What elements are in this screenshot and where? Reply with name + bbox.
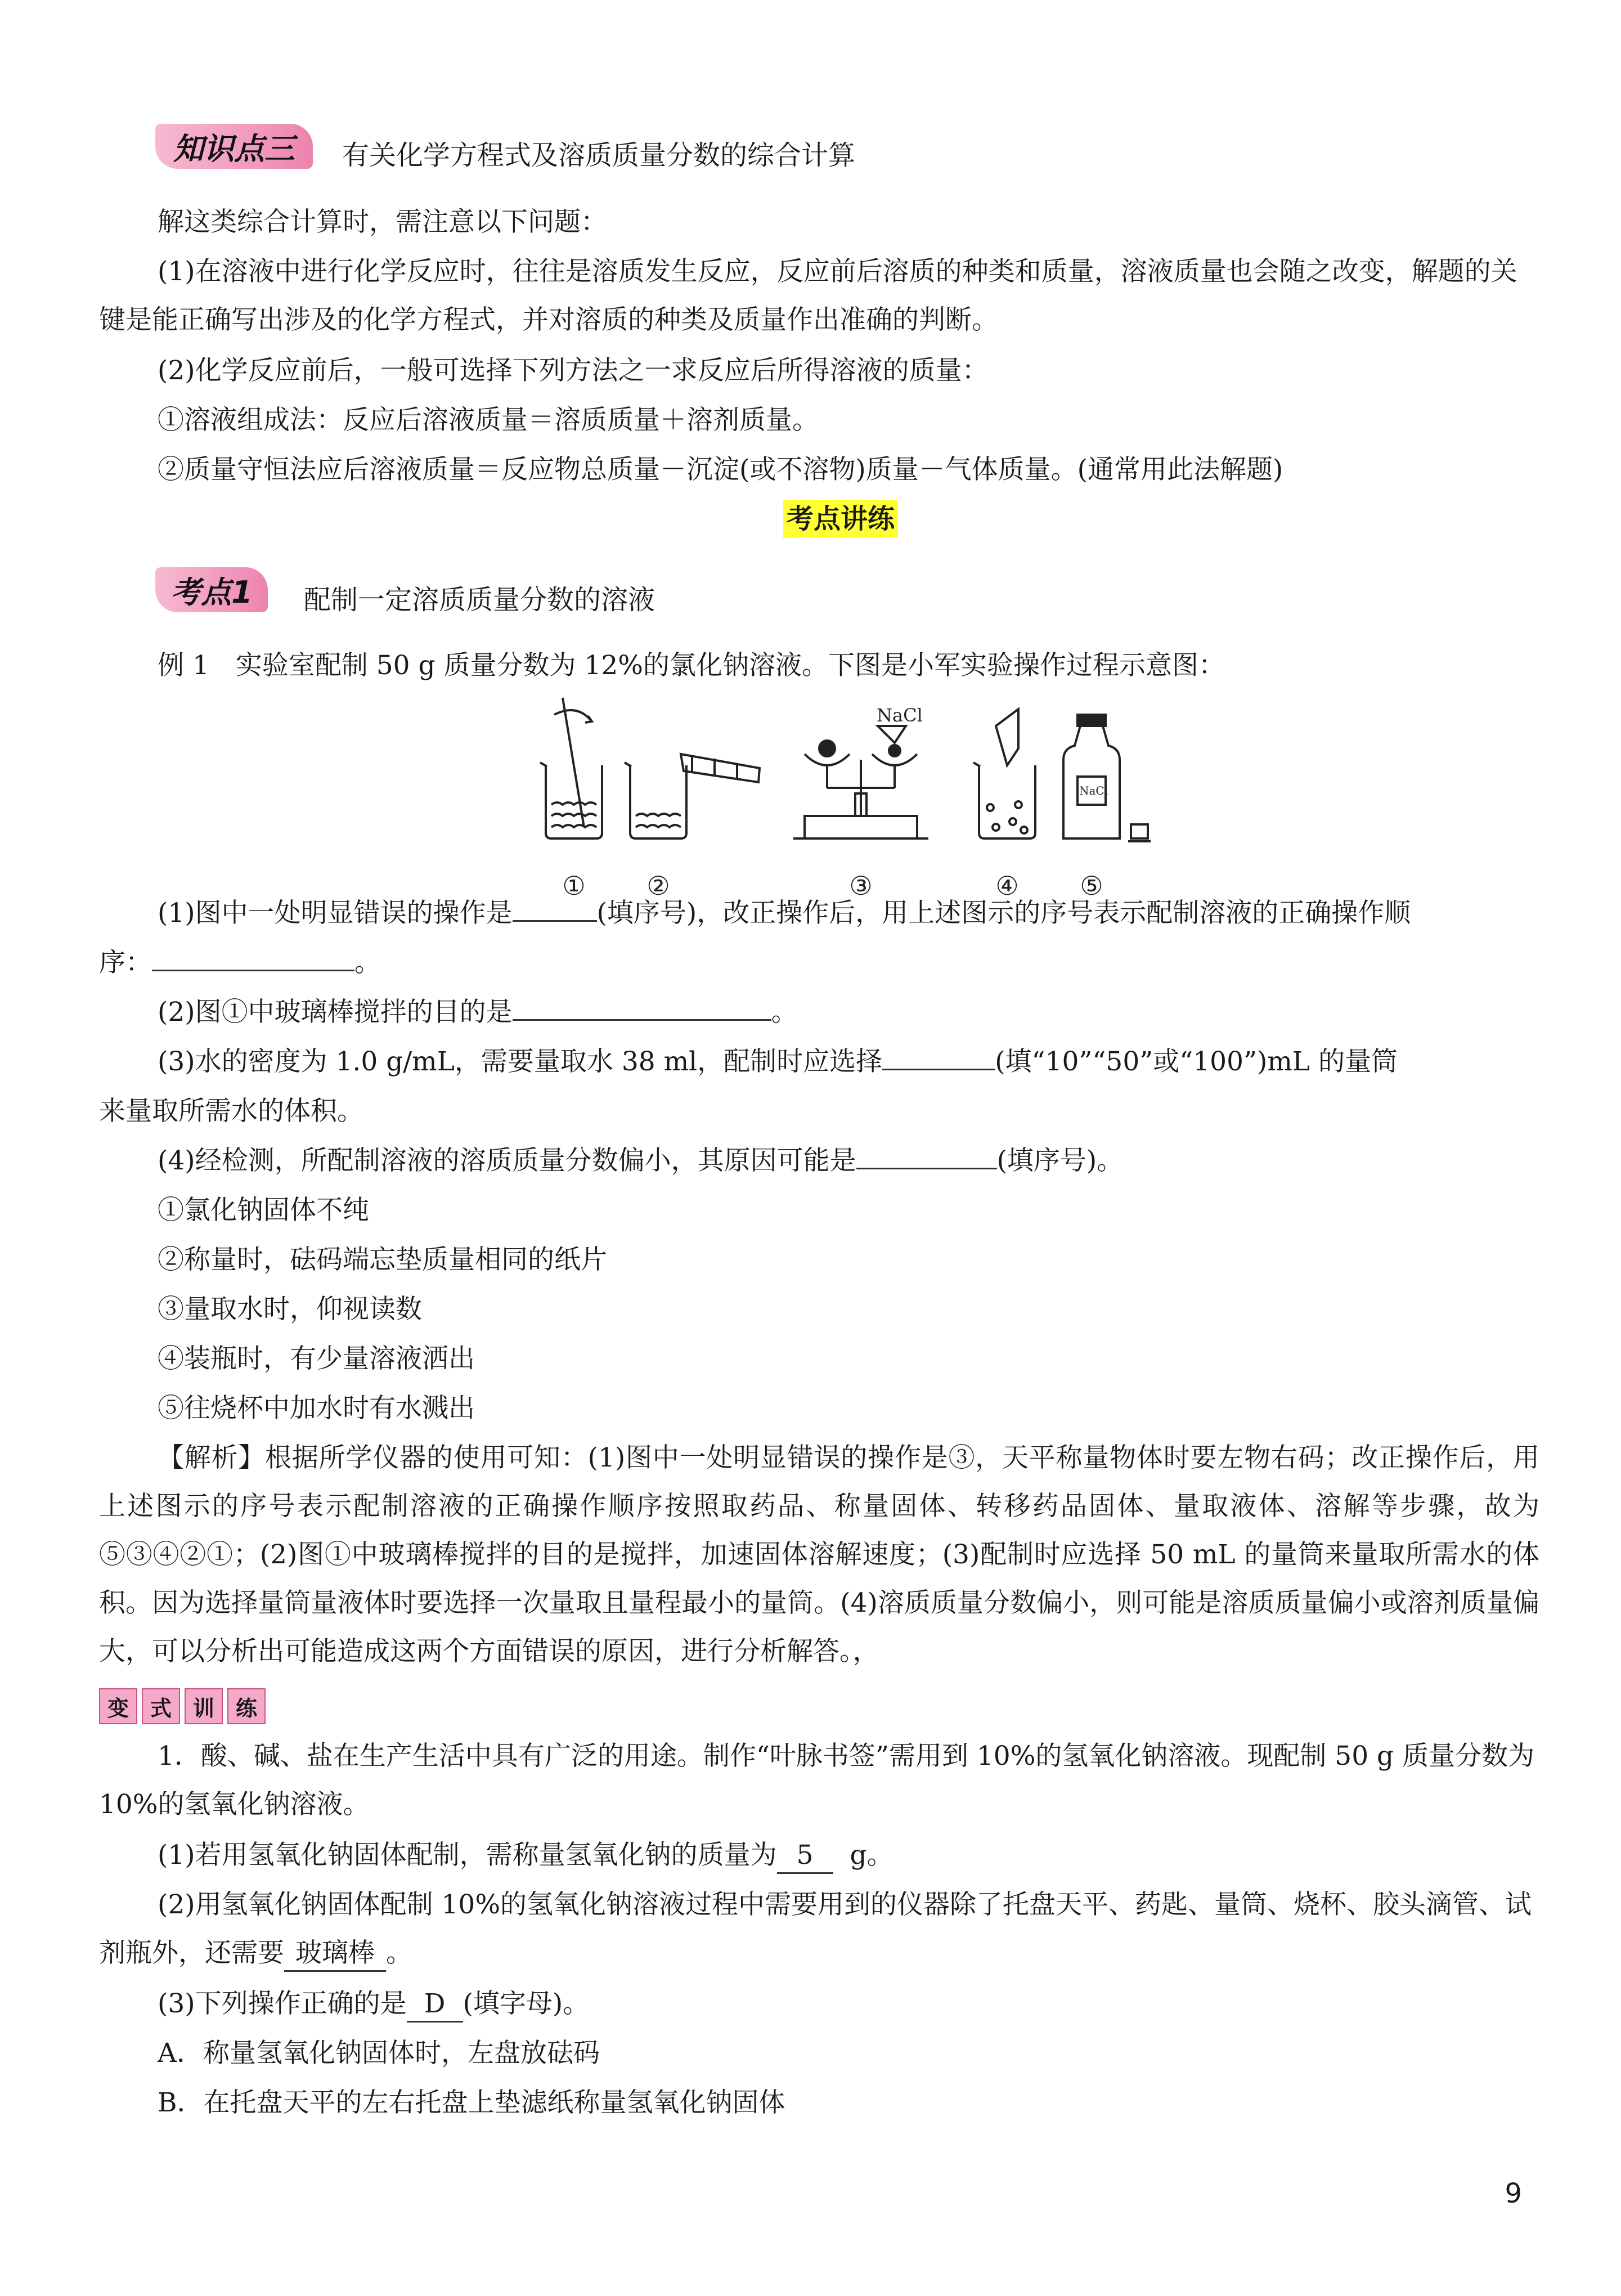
paragraph: (2)化学反应前后，一般可选择下列方法之一求反应后所得溶液的质量： — [158, 355, 989, 386]
variant-char: 式 — [142, 1688, 180, 1724]
answer-blank[interactable] — [882, 1039, 995, 1070]
balance-icon — [793, 726, 928, 838]
pouring-icon — [625, 754, 760, 838]
answer-blank[interactable] — [513, 990, 771, 1021]
paragraph: 解这类综合计算时，需注意以下问题： — [158, 207, 607, 237]
variant-option-a: A．称量氢氧化钠固体时，左盘放砝码 — [158, 2038, 600, 2069]
option-5: ⑤往烧杯中加水时有水溅出 — [158, 1393, 475, 1424]
kaodian-tag: 考点1 — [155, 567, 268, 612]
option-1: ①氯化钠固体不纯 — [158, 1195, 369, 1226]
example-intro: 例 1 实验室配制 50 g 质量分数为 12%的氯化钠溶液。下图是小军实验操作过程示意图： — [158, 650, 1225, 681]
answer-blank[interactable] — [152, 940, 354, 971]
kaodian-title: 配制一定溶质质量分数的溶液 — [304, 584, 655, 616]
paragraph: ①溶液组成法：反应后溶液质量＝溶质质量＋溶剂质量。 — [158, 405, 819, 436]
nacl-label: NaCl — [877, 705, 923, 726]
variant-sub-3: (3)下列操作正确的是 D (填字母)。 — [158, 1980, 589, 2028]
variant-question: 1．酸、碱、盐在生产生活中具有广泛的用途。制作“叶脉书签”需用到 10%的氢氧化钠溶液。现配制 50 g 质量分数为 10%的氢氧化钠溶液。 — [99, 1741, 1535, 1820]
option-4: ④装瓶时，有少量溶液洒出 — [158, 1343, 475, 1374]
paragraph: (1)在溶液中进行化学反应时，往往是溶质发生反应，反应前后溶质的种类和质量，溶液质量也会随之改变，解题的关键是能正确写出涉及的化学方程式，并对溶质的种类及质量作出准确的判断。 — [99, 256, 1517, 335]
variant-option-b: B．在托盘天平的左右托盘上垫滤纸称量氢氧化钠固体 — [158, 2087, 785, 2118]
question-1-cont: 序： 。 — [99, 939, 381, 987]
analysis: 【解析】根据所学仪器的使用可知：(1)图中一处明显错误的操作是③，天平称量物体时要左物右码；改正操作后，用上述图示的序号表示配制溶液的正确操作顺序按照取药品、称量固体、转移药品固体、量取液体、溶解等步骤，故为⑤③④②①；(2)图①中玻璃棒搅拌的目的是搅拌，加速固体溶解速度；(3)配制时应选择 50 mL 的量筒来量取所需水的体积。因为选择量筒量液体时要选择一次量取且量程最小的量筒。(4)溶质质量分数偏小，则可能是溶质质量偏小或溶剂质量偏大，可以分析出可能造成这两个方面错误的原因，进行分析解答。， — [99, 1442, 1539, 1667]
figure-label-5: ⑤ — [1080, 871, 1103, 901]
question-2: (2)图①中玻璃棒搅拌的目的是 。 — [158, 988, 798, 1037]
answer-blank[interactable] — [513, 891, 597, 922]
section-tag: 知识点三 — [155, 124, 313, 169]
variant-char: 训 — [185, 1688, 223, 1724]
answer-filled: 玻璃棒 — [284, 1936, 386, 1972]
figure-label-3: ③ — [849, 871, 873, 901]
question-3-cont: 来量取所需水的体积。 — [99, 1096, 363, 1127]
variant-sub-2: (2)用氢氧化钠固体配制 10%的氢氧化钠溶液过程中需要用到的仪器除了托盘天平、药匙、量筒、烧杯、胶头滴管、试剂瓶外，还需要 玻璃棒 。 — [99, 1881, 1539, 1977]
reagent-bottle-icon — [1063, 715, 1151, 841]
figure-label-2: ② — [646, 871, 670, 901]
figure-label-4: ④ — [995, 871, 1019, 901]
question-4: (4)经检测，所配制溶液的溶质质量分数偏小，其原因可能是 (填序号)。 — [158, 1137, 1123, 1185]
bottle-label: NaCl — [1079, 784, 1108, 797]
practice-heading: 考点讲练 — [783, 500, 898, 538]
section-title: 有关化学方程式及溶质质量分数的综合计算 — [342, 140, 856, 171]
answer-blank[interactable] — [856, 1138, 997, 1169]
question-3: (3)水的密度为 1.0 g/mL，需要量取水 38 ml，配制时应选择 (填“10”“50”或“100”)mL 的量筒 — [158, 1038, 1398, 1086]
page-number: 9 — [1505, 2178, 1522, 2209]
answer-filled: D — [407, 1987, 463, 2023]
option-3: ③量取水时，仰视读数 — [158, 1294, 422, 1325]
option-2: ②称量时，砝码端忘垫质量相同的纸片 — [158, 1244, 607, 1275]
question-1: (1)图中一处明显错误的操作是 (填序号)，改正操作后，用上述图示的序号表示配制溶液的正确操作顺 — [158, 889, 1411, 938]
experiment-figure — [523, 692, 1153, 906]
paragraph: ②质量守恒法应后溶液质量＝反应物总质量－沉淀(或不溶物)质量－气体质量。(通常用此法解题) — [158, 454, 1283, 485]
beaker-stir-icon — [540, 698, 602, 838]
figure-label-1: ① — [562, 871, 586, 901]
variant-char: 练 — [227, 1688, 266, 1724]
variant-heading — [99, 1688, 266, 1724]
variant-char: 变 — [99, 1688, 137, 1724]
beaker-funnel-icon — [973, 709, 1035, 838]
answer-filled: 5 — [777, 1838, 833, 1874]
variant-sub-1: (1)若用氢氧化钠固体配制，需称量氢氧化钠的质量为 5 g。 — [158, 1831, 893, 1880]
